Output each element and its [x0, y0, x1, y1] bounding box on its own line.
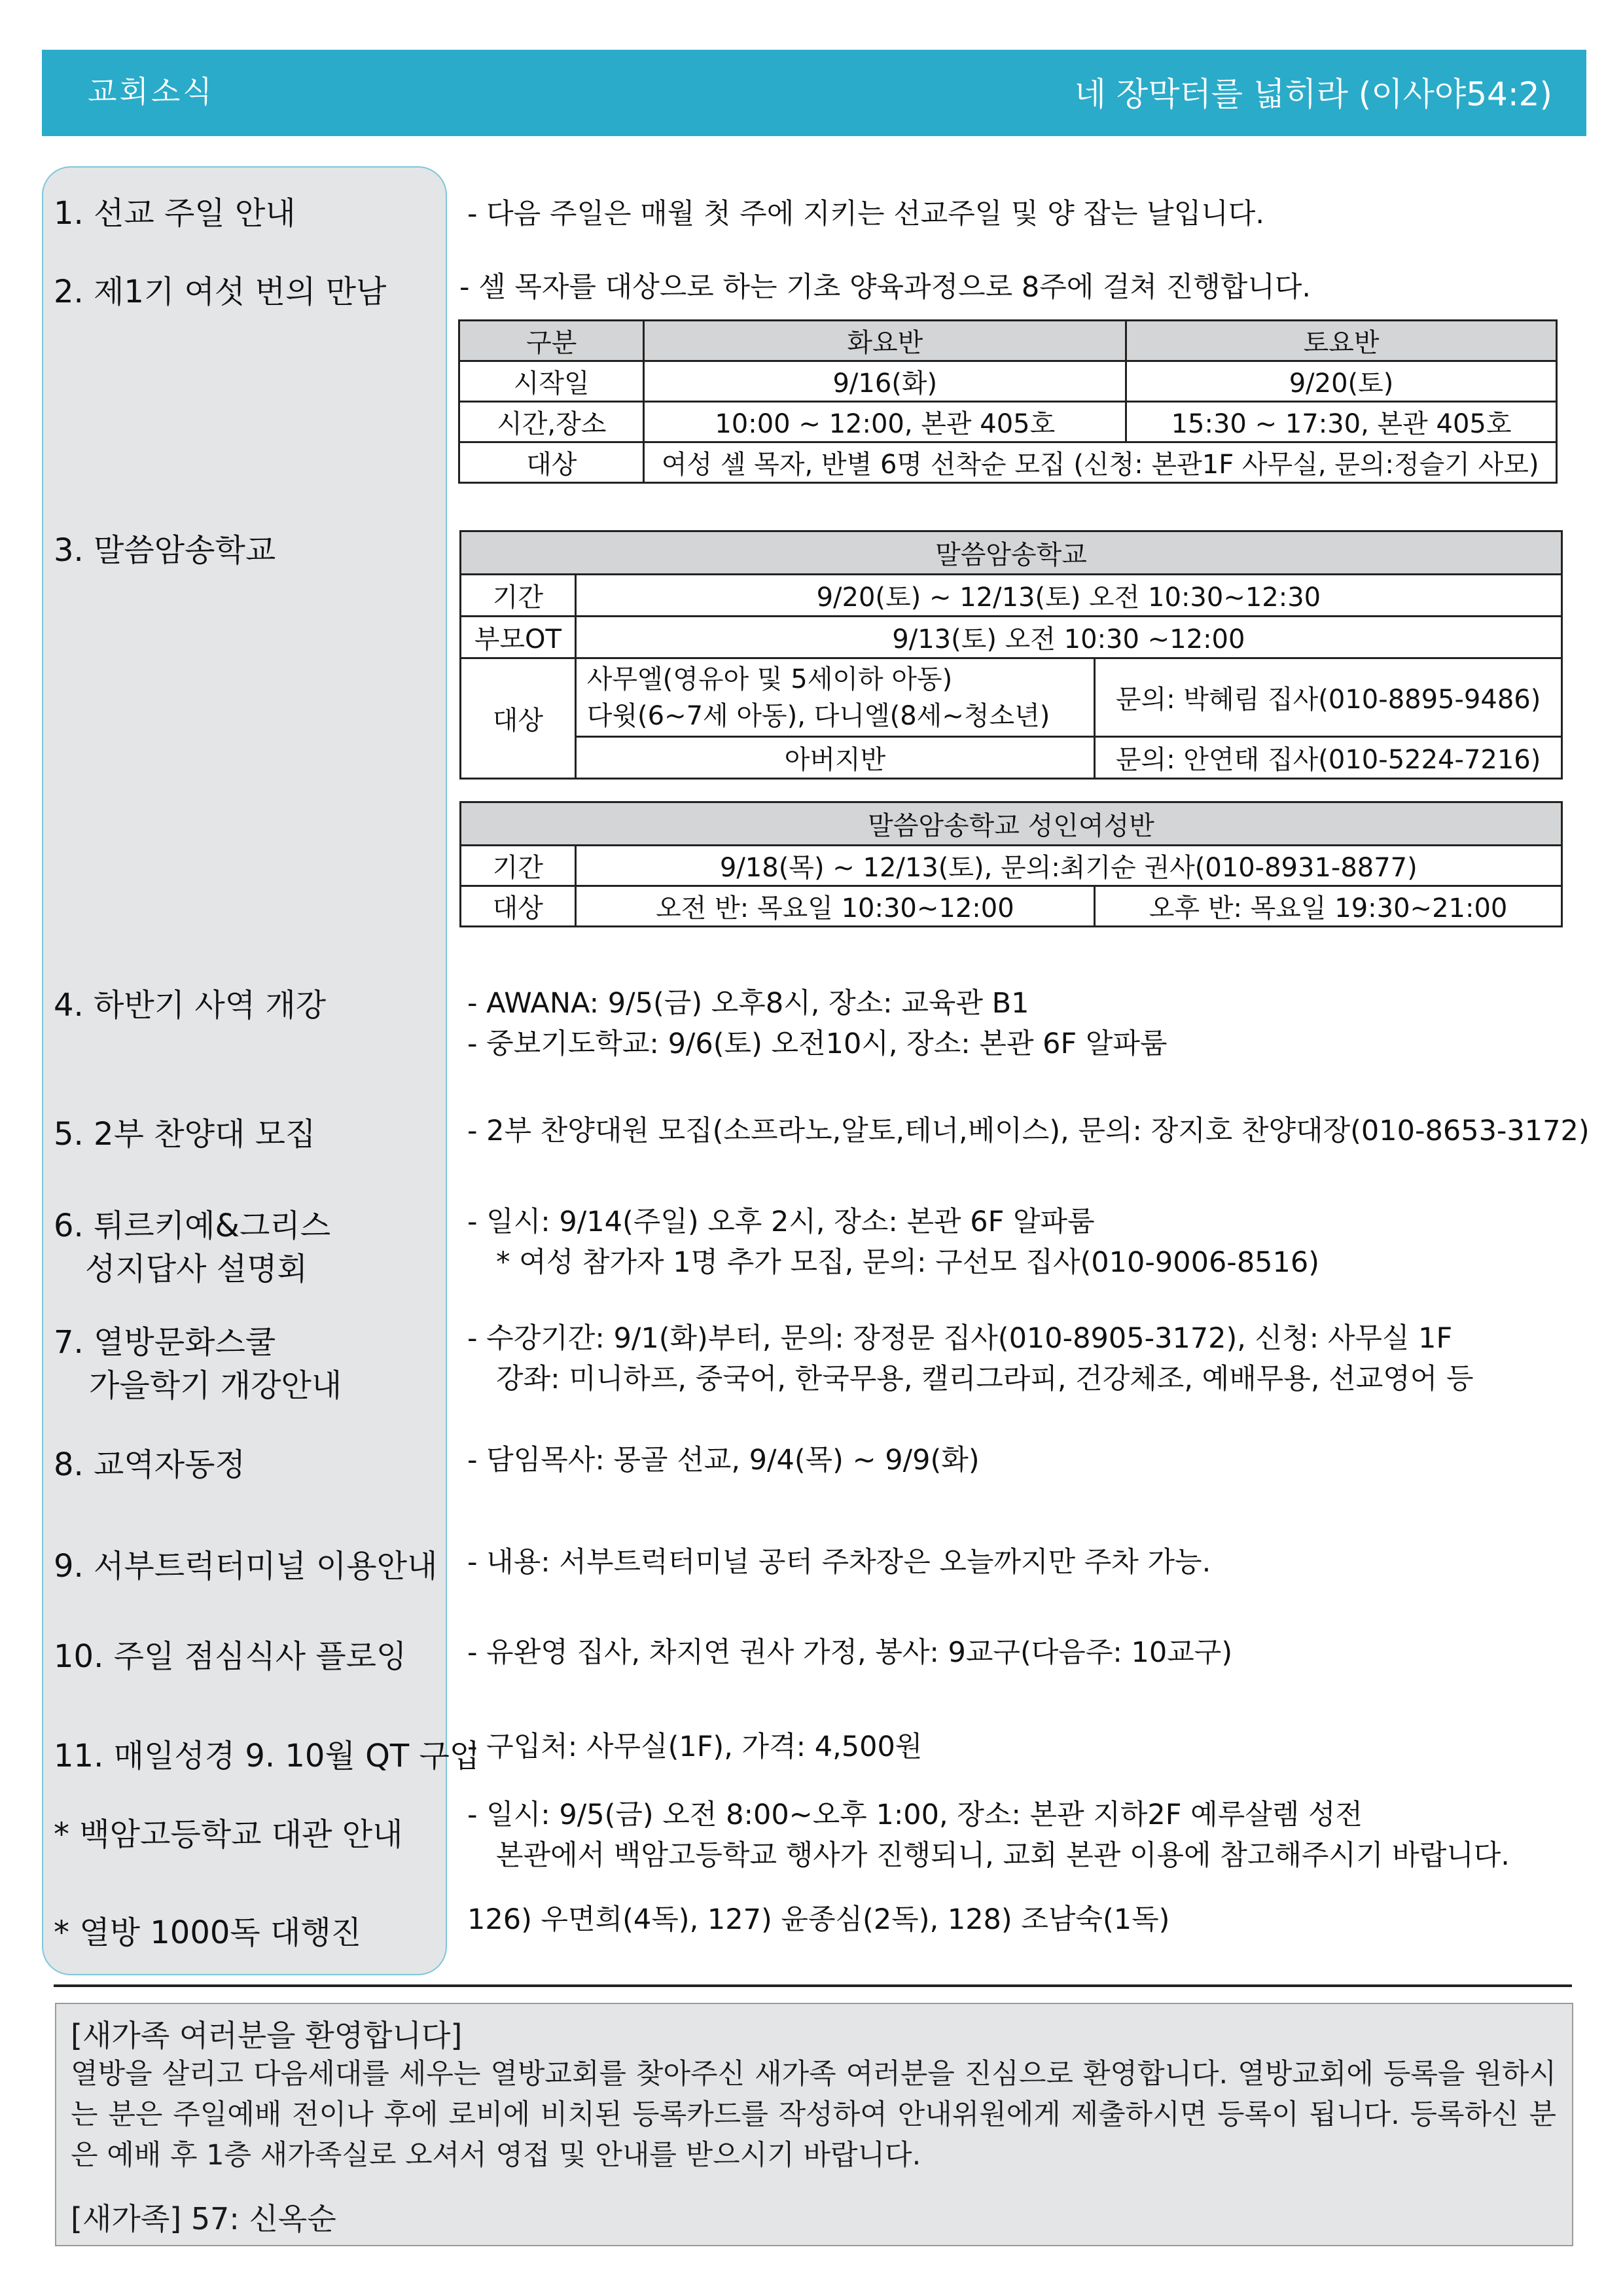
item-label: 11. 매일성경 9. 10월 QT 구입	[54, 1738, 480, 1774]
table-cell: 15:30 ~ 17:30, 본관 405호	[1126, 402, 1557, 442]
school-table	[459, 530, 1563, 780]
item-text: 126) 우면희(4독), 127) 윤종심(2독), 128) 조남숙(1독)	[467, 1903, 1170, 1936]
group-line: 사무엘(영유아 및 5세이하 아동)	[586, 664, 953, 694]
item-label: * 열방 1000독 대행진	[54, 1914, 362, 1951]
item-label: 3. 말씀암송학교	[54, 532, 276, 569]
table-cell: 여성 셀 목자, 반별 6명 선착순 모집 (신청: 본관1F 사무실, 문의:정슬기 사모)	[644, 442, 1557, 483]
table-cell: 아버지반	[575, 737, 1095, 779]
item-label: 9. 서부트럭터미널 이용안내	[54, 1548, 438, 1585]
item-text: - 중보기도학교: 9/6(토) 오전10시, 장소: 본관 6F 알파룸	[467, 1028, 1168, 1060]
welcome-title: [새가족 여러분을 환영합니다]	[71, 2018, 463, 2053]
item-text: - 다음 주일은 매월 첫 주에 지키는 선교주일 및 양 잡는 날입니다.	[467, 198, 1264, 230]
item-label-line2: 성지답사 설명회	[85, 1251, 308, 1287]
item-text: - 셀 목자를 대상으로 하는 기초 양육과정으로 8주에 걸쳐 진행합니다.	[459, 271, 1311, 304]
item-text: - 담임목사: 몽골 선교, 9/4(목) ~ 9/9(화)	[467, 1444, 980, 1477]
table-cell: 9/20(토)	[1126, 361, 1557, 402]
table-cell: 대상	[459, 442, 644, 483]
item-label-line2: 가을학기 개강안내	[89, 1367, 342, 1404]
label-sidebar	[42, 166, 447, 1975]
item-text: - 일시: 9/5(금) 오전 8:00~오후 1:00, 장소: 본관 지하2F 예루살렘 성전	[467, 1799, 1363, 1831]
table-cell: 기간	[461, 575, 576, 617]
item-text: - 일시: 9/14(주일) 오후 2시, 장소: 본관 6F 알파룸	[467, 1206, 1095, 1238]
item-text: - 2부 찬양대원 모집(소프라노,알토,테너,베이스), 문의: 장지호 찬양대장(010-8653-3172)	[467, 1115, 1590, 1147]
item-text: - 수강기간: 9/1(화)부터, 문의: 장정문 집사(010-8905-3172), 신청: 사무실 1F	[467, 1322, 1453, 1355]
item-label: 5. 2부 찬양대 모집	[54, 1116, 316, 1153]
table-cell: 10:00 ~ 12:00, 본관 405호	[644, 402, 1126, 442]
meeting-table	[458, 319, 1558, 484]
table-cell: 문의: 안연태 집사(010-5224-7216)	[1095, 737, 1562, 779]
table-cell	[575, 658, 1095, 737]
table-cell: 대상	[461, 886, 576, 927]
table-header: 구분	[459, 321, 644, 361]
section-title: 교회소식	[88, 74, 215, 109]
item-label: 1. 선교 주일 안내	[54, 195, 296, 232]
table-cell: 오후 반: 목요일 19:30~21:00	[1095, 886, 1562, 927]
table-title: 말씀암송학교	[461, 531, 1562, 575]
header-verse: 네 장막터를 넓히라 (이사야54:2)	[1074, 75, 1552, 113]
table-title: 말씀암송학교 성인여성반	[461, 802, 1562, 846]
item-text: - 유완영 집사, 차지연 권사 가정, 봉사: 9교구(다음주: 10교구)	[467, 1636, 1233, 1669]
item-label: 2. 제1기 여섯 번의 만남	[54, 274, 387, 310]
item-label: 10. 주일 점심식사 플로잉	[54, 1638, 407, 1675]
welcome-body: 열방을 살리고 다음세대를 세우는 열방교회를 찾아주신 새가족 여러분을 진심으로 환영합니다. 열방교회에 등록을 원하시는 분은 주일예배 전이나 후에 로비에 비치된 등록카드를 작성하여 안내위원에게 제출하시면 등록이 됩니다. 등록하신 분은 예배 후 1층 새가족실로 오셔서 영접 및 안내를 받으시기 바랍니다.	[71, 2058, 1556, 2172]
table-cell: 기간	[461, 846, 576, 886]
table-cell: 시작일	[459, 361, 644, 402]
divider	[54, 1984, 1572, 1987]
item-label: 4. 하반기 사역 개강	[54, 987, 327, 1024]
welcome-box	[55, 2003, 1573, 2246]
table-cell: 오전 반: 목요일 10:30~12:00	[575, 886, 1095, 927]
item-text: - 내용: 서부트럭터미널 공터 주차장은 오늘까지만 주차 가능.	[467, 1546, 1211, 1579]
item-text: 강좌: 미니하프, 중국어, 한국무용, 캘리그라피, 건강체조, 예배무용, 선교영어 등	[496, 1363, 1474, 1395]
table-cell: 9/20(토) ~ 12/13(토) 오전 10:30~12:30	[575, 575, 1561, 617]
table-cell: 9/16(화)	[644, 361, 1126, 402]
item-label: * 백암고등학교 대관 안내	[54, 1816, 403, 1853]
group-line: 다윗(6~7세 아동), 다니엘(8세~청소년)	[586, 700, 1050, 731]
table-header: 토요반	[1126, 321, 1557, 361]
item-text: * 여성 참가자 1명 추가 모집, 문의: 구선모 집사(010-9006-8516)	[496, 1246, 1320, 1279]
item-text: - AWANA: 9/5(금) 오후8시, 장소: 교육관 B1	[467, 987, 1029, 1020]
table-cell: 부모OT	[461, 617, 576, 658]
adult-table	[459, 801, 1563, 927]
header-bar	[42, 50, 1586, 136]
item-label: 8. 교역자동정	[54, 1446, 245, 1483]
table-cell: 문의: 박혜림 집사(010-8895-9486)	[1095, 658, 1562, 737]
item-label: 7. 열방문화스쿨	[54, 1324, 276, 1361]
table-cell: 9/18(목) ~ 12/13(토), 문의:최기순 권사(010-8931-8877)	[575, 846, 1561, 886]
item-label: 6. 튀르키예&그리스	[54, 1208, 331, 1244]
item-text: - 구입처: 사무실(1F), 가격: 4,500원	[467, 1731, 923, 1763]
item-text: 본관에서 백암고등학교 행사가 진행되니, 교회 본관 이용에 참고해주시기 바랍니다.	[496, 1839, 1510, 1872]
table-header: 화요반	[644, 321, 1126, 361]
table-cell: 9/13(토) 오전 10:30 ~12:00	[575, 617, 1561, 658]
new-family: [새가족] 57: 신옥순	[71, 2201, 336, 2236]
table-cell: 대상	[461, 658, 576, 779]
table-cell: 시간,장소	[459, 402, 644, 442]
